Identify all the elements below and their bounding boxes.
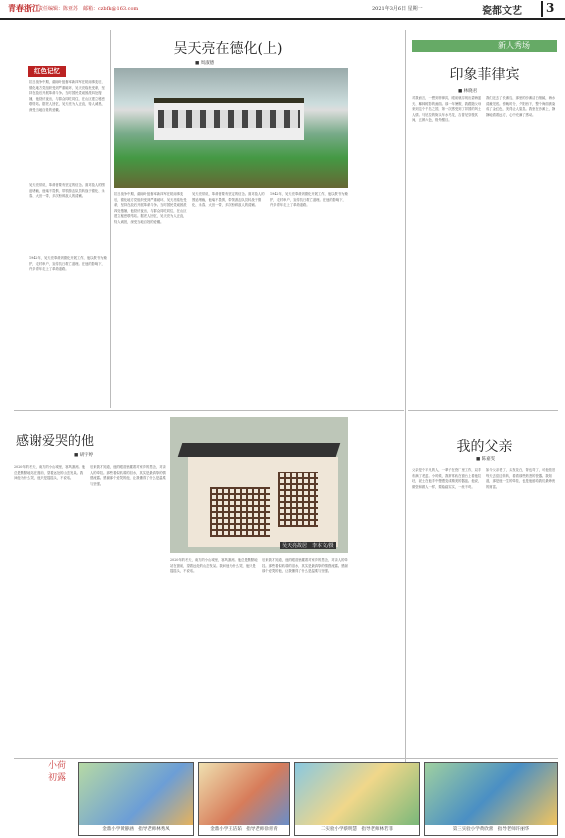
lattice-window (278, 472, 318, 527)
artwork-image (199, 763, 289, 825)
artwork-caption: 金鼎小学王洁茹 指导老师徐青青 (199, 825, 289, 835)
artwork-image (425, 763, 557, 825)
article-byline: ■ 胡宇婷 (74, 453, 94, 458)
article-body: 1942年，吴天亮奉命到德化开展工作，他以教书为掩护，走村串户，宣传抗日救亡道理。在他的影响下，许多青年走上了革命道路。 (29, 256, 107, 272)
article-body: 我们还去了长滩岛，那里的沙滩洁白细腻，海水清澈见底。傍晚时分，夕阳西下，整个海面被染成了金红色，美得让人窒息。我坐在沙滩上，静静地看着远方，心中充满了感动。 (486, 96, 556, 117)
article-body: 吴天亮常说，革命者要有坚定的信念。面对敌人的围追堵截，他毫不畏惧，带领游击队员转战于德化、永春、大田一带，多次粉碎敌人的清剿。 (192, 192, 265, 208)
masthead-logo: 青春浙江 (8, 3, 40, 13)
artwork-caption: 二实验小学蔡明慧 指导老师林若菲 (295, 825, 419, 835)
kids-column-title: 小荷初露 (48, 761, 67, 783)
child-artwork (198, 762, 290, 836)
section-label-new: 新人秀场 (412, 40, 557, 52)
section-name: 瓷都文艺 (482, 6, 522, 17)
article-title: 感谢爱哭的他 (16, 434, 95, 449)
article-byline: ■ 周淑德 (195, 61, 215, 66)
column-divider (405, 30, 406, 825)
section-label-memory: 红色记忆 (28, 66, 66, 77)
photo-caption: 吴天亮故居 李本文/摄 (282, 543, 334, 549)
photo-caption: 吴天亮故居 (399, 243, 405, 277)
child-artwork (78, 762, 194, 836)
section-divider (14, 758, 558, 759)
article-byline: ■ 林晓君 (458, 89, 478, 94)
page-header (0, 0, 565, 20)
building-windows (158, 110, 300, 128)
section-divider (14, 410, 404, 411)
article-body: 吴天亮常说，革命者要有坚定的信念。面对敌人的围追堵截，他毫不畏惧，带领游击队员转战于德化、永春、大田一带，多次粉碎敌人的清剿。 (29, 183, 105, 199)
article-body: 如今父亲老了，头发花白，背也弯了，可他依旧每天去窑边转转，看看那些熟悉的瓷器。我知道，那是他一生的牵挂，也是他留给我们最珍贵的财富。 (486, 468, 556, 489)
article-body: 对我而言，一想到菲律宾，眼前就浮现出碧海蓝天、椰林树影的画面。那一年暑假，我跟随父母来到这个千岛之国，第一次感受到了异国的风土人情。马尼拉的街头车水马龙，吉普尼穿梭其间，五颜六色，格外醒目。 (412, 96, 482, 123)
issue-date: 2021年3月6日 星期一 (372, 6, 423, 12)
artwork-image (295, 763, 419, 825)
article-title: 我的父亲 (456, 439, 513, 455)
page-number: 3 (541, 1, 559, 17)
editor-info: 责任编辑：陈亚苏 邮箱：czbfk@163.com (38, 6, 139, 12)
article-body: 2020年的冬天，南方的小山城里，寒风凛冽。他总是默默地站在窗前，望着远处的山峦发呆。我问他为什么哭，他只是摇摇头，不说话。 (14, 465, 86, 481)
column-divider (110, 30, 111, 408)
article-title: 印象菲律宾 (449, 67, 520, 83)
article-body: 抗日战争中期，湖南叶挺督率新四军在皖南事变后，德化地方党组织受到严重破坏，吴天亮临危受命，坚持在敌后开展革命斗争。当时国民党顽固派四处搜捕，他昼伏夜出，与群众同吃同住，在山区建立秘密联络站。据老人回忆，吴天亮为人正直，待人诚恳，深受当地百姓的爱戴。 (114, 192, 187, 224)
child-artwork (424, 762, 558, 836)
artwork-caption: 第三实验小学黄欣蕾 指导老师许丽华 (425, 825, 557, 835)
article-body: 2020年的冬天，南方的小山城里，寒风凛冽。他总是默默地站在窗前，望着远处的山峦发呆。我问他为什么哭，他只是摇摇头，不说话。 (170, 558, 258, 574)
lattice-window (210, 487, 270, 537)
article-body: 抗日战争中期，湖南叶挺督率新四军在皖南事变后，德化地方党组织受到严重破坏，吴天亮临危受命，坚持在敌后开展革命斗争。当时国民党顽固派四处搜捕，他昼伏夜出，与群众同吃同住，在山区建立秘密联络站。据老人回忆，吴天亮为人正直，待人诚恳，深受当地百姓的爱戴。 (29, 80, 105, 112)
artwork-caption: 金鼎小学黄静涵 指导老师林秀凤 (79, 825, 193, 835)
article-body: 1942年，吴天亮奉命到德化开展工作，他以教书为掩护，走村串户，宣传抗日救亡道理。在他的影响下，许多青年走上了革命道路。 (270, 192, 348, 208)
section-divider (408, 410, 558, 411)
article-body: 后来我才知道，他的眼泪里藏着对家乡的思念，对亲人的牵挂。那些看似软弱的泪水，其实是最真挚的情感流露。感谢那个爱哭的他，让我懂得了什么是温柔与坚强。 (90, 465, 166, 486)
article-byline: ■ 陈嘉雯 (476, 457, 496, 462)
child-artwork (294, 762, 420, 836)
article-photo (170, 417, 348, 553)
building-roof (178, 443, 341, 457)
article-title: 吴天亮在德化(上) (173, 41, 283, 57)
artwork-image (79, 763, 193, 825)
article-body: 后来我才知道，他的眼泪里藏着对家乡的思念，对亲人的牵挂。那些看似软弱的泪水，其实是最真挚的情感流露。感谢那个爱哭的他，让我懂得了什么是温柔与坚强。 (262, 558, 348, 574)
article-body: 父亲是个平凡的人，一辈子在瓷厂里工作，双手布满了老茧。小时候，我常常趴在窗台上看他拉坯，泥土在他手中慢慢变成精美的器皿。他说，做瓷和做人一样，要踏踏实实，一丝不苟。 (412, 468, 482, 489)
